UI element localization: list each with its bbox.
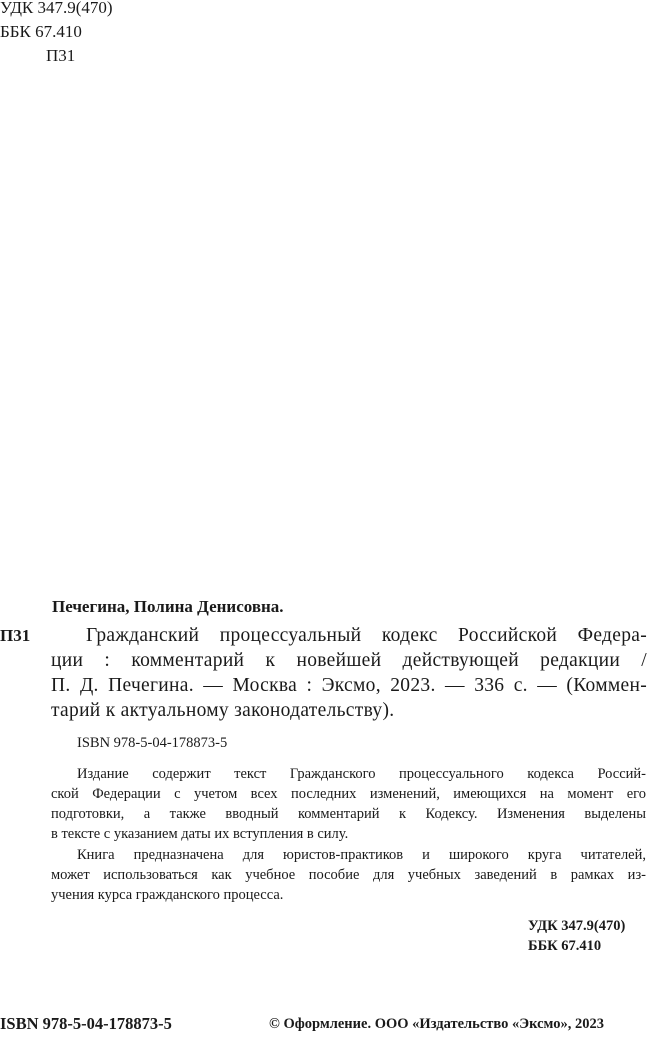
annotation-line: учения курса гражданского процесса. xyxy=(51,887,284,903)
author-heading: Печегина, Полина Денисовна. xyxy=(52,597,284,616)
bib-line-1: Гражданский процессуальный кодекс Российской Федера- xyxy=(86,625,647,646)
footer-copyright: © Оформление. ООО «Издательство «Эксмо», 2023 xyxy=(269,1016,604,1032)
footer-isbn: ISBN 978-5-04-178873-5 xyxy=(0,1014,172,1033)
bbk-classification: ББК 67.410 xyxy=(528,938,602,954)
bbk-top: ББК 67.410 xyxy=(0,22,82,41)
annotation-line: подготовки, а также вводный комментарий к Кодексу. Изменения выделены xyxy=(51,806,646,822)
annotation-line: Книга предназначена для юристов-практиков и широкого круга читателей, xyxy=(77,847,646,863)
annotation-line: Издание содержит текст Гражданского процессуального кодекса Россий- xyxy=(77,766,646,782)
author-mark-code: П31 xyxy=(0,626,31,645)
annotation-line: в тексте с указанием даты их вступления в силу. xyxy=(51,826,349,842)
udk-classification: УДК 347.9(470) xyxy=(528,918,626,934)
udk-top: УДК 347.9(470) xyxy=(0,0,113,17)
bib-line-2: ции : комментарий к новейшей действующей редакции / xyxy=(51,650,647,671)
annotation-line: ской Федерации с учетом всех последних изменений, имеющихся на момент его xyxy=(51,786,646,802)
bib-line-3: П. Д. Печегина. — Москва : Эксмо, 2023. — 336 с. — (Коммен- xyxy=(51,675,647,696)
isbn-line: ISBN 978-5-04-178873-5 xyxy=(77,735,228,751)
bib-line-4: тарий к актуальному законодательству). xyxy=(51,700,395,721)
author-mark-top: П31 xyxy=(46,46,76,65)
annotation-line: может использоваться как учебное пособие для учебных заведений в рамках из- xyxy=(51,867,646,883)
